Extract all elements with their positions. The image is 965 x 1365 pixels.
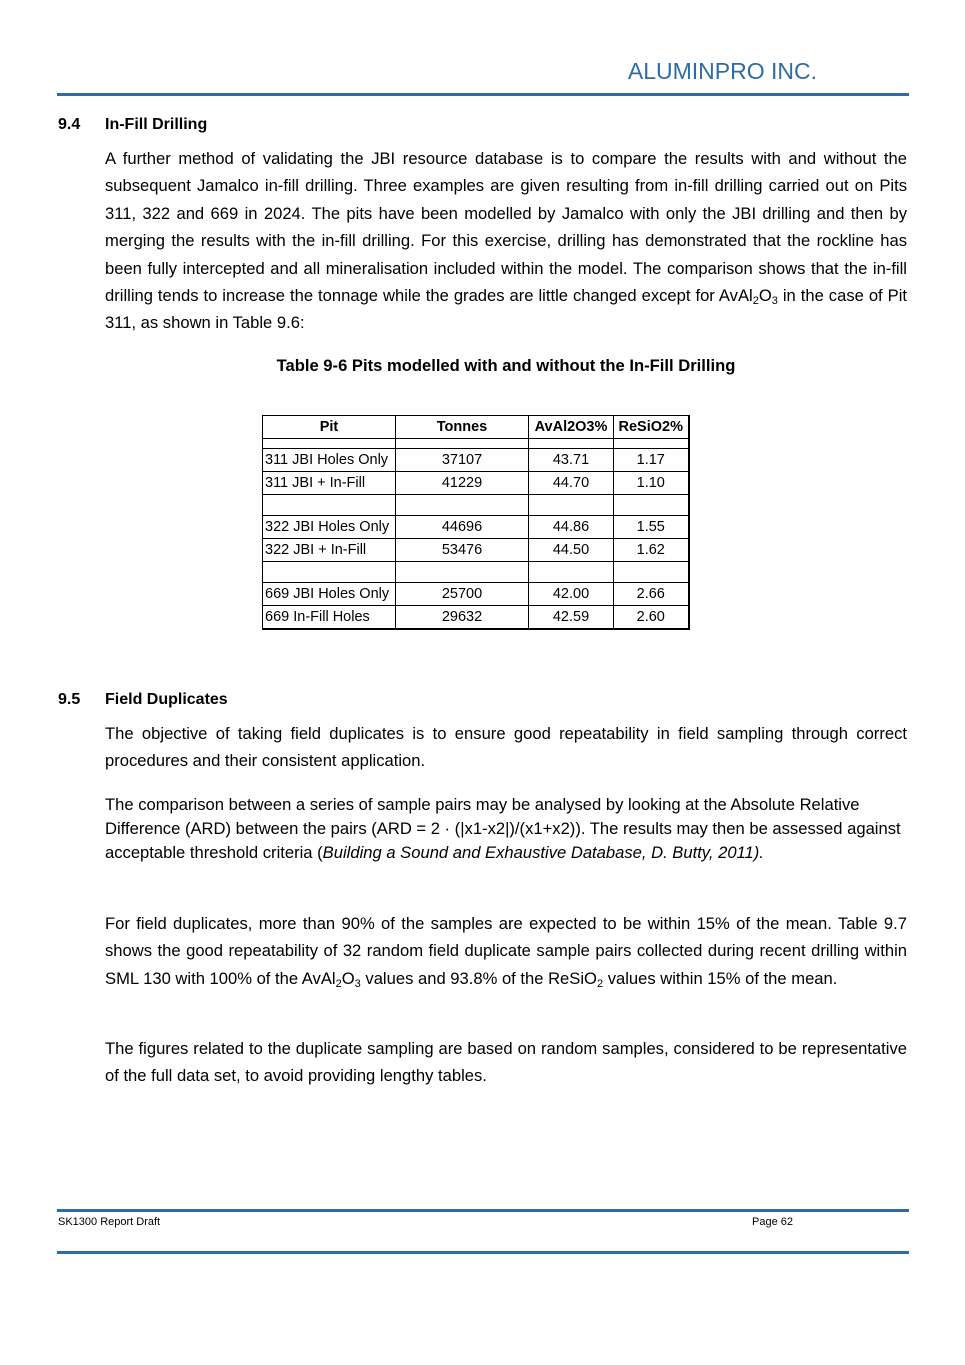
header-pit: Pit — [263, 416, 396, 439]
section-9-4-number: 9.4 — [58, 116, 81, 133]
table-caption: Table 9-6 Pits modelled with and without the In-Fill Drilling — [276, 356, 736, 375]
cell-resio2: 1.17 — [614, 449, 689, 472]
table-blank-row — [263, 495, 689, 516]
cell-resio2: 1.55 — [614, 516, 689, 539]
table-row — [263, 449, 689, 472]
header-tonnes: Tonnes — [396, 416, 529, 439]
section-9-4-title: In-Fill Drilling — [105, 116, 208, 133]
cell-avai2o3: 44.50 — [529, 539, 614, 562]
section-9-5-para3: For field duplicates, more than 90% of the samples are expected to be within 15% of the mean. Table 9.7 shows the good repeatability of 32 random field duplicate sample pairs collected during recent drilling within SML 130 with 100% of the $AvAl_2O_3$ values and 93.8% of the ReSiO$_2$ values within 15% of the mean. — [105, 914, 907, 990]
cell-tonnes: 25700 — [396, 583, 529, 606]
footer-rule-bottom — [57, 1251, 909, 1254]
company-name: ALUMINPRO INC. — [627, 58, 817, 84]
cell-tonnes: 41229 — [396, 472, 529, 495]
cell-resio2: 1.10 — [614, 472, 689, 495]
cell-pit: 322 JBI + In-Fill — [263, 539, 396, 562]
citation: Building a Sound and Exhaustive Database, D. Butty, 2011). — [322, 843, 764, 862]
section-9-5-para2: The comparison between a series of sample pairs may be analysed by looking at the Absolute Relative Difference (ARD) between the pairs (ARD = 2 · (|x1-x2|)/(x1+x2)). The results may then be assessed against acceptable threshold criteria (Building a Sound and Exhaustive Database, D. Butty, 2011). — [105, 795, 901, 862]
footer-page-number: Page 62 — [752, 1216, 793, 1228]
header-rule — [57, 93, 909, 96]
cell-avai2o3: 44.86 — [529, 516, 614, 539]
table-row — [263, 539, 689, 562]
table-spacer-row — [263, 439, 689, 449]
header-resio2: ReSiO2% — [614, 416, 689, 439]
section-9-5-para1: The objective of taking field duplicates is to ensure good repeatability in field sampling through correct procedures and their consistent application. — [105, 724, 907, 771]
footer-rule-top — [57, 1209, 909, 1212]
section-9-5-title: Field Duplicates — [105, 691, 228, 708]
cell-avai2o3: 43.71 — [529, 449, 614, 472]
cell-resio2: 2.60 — [614, 606, 689, 630]
table-row — [263, 606, 689, 630]
cell-tonnes: 29632 — [396, 606, 529, 630]
cell-pit: 322 JBI Holes Only — [263, 516, 396, 539]
table-header-row — [263, 416, 689, 439]
table-row — [263, 472, 689, 495]
cell-tonnes: 37107 — [396, 449, 529, 472]
cell-pit: 669 In-Fill Holes — [263, 606, 396, 630]
section-9-5-number: 9.5 — [58, 691, 81, 708]
cell-avai2o3: 42.00 — [529, 583, 614, 606]
cell-pit: 311 JBI + In-Fill — [263, 472, 396, 495]
table-row — [263, 516, 689, 539]
cell-tonnes: 53476 — [396, 539, 529, 562]
cell-pit: 311 JBI Holes Only — [263, 449, 396, 472]
table-blank-row — [263, 562, 689, 583]
section-9-5-para4: The figures related to the duplicate sampling are based on random samples, considered to be representative of the full data set, to avoid providing lengthy tables. — [105, 1039, 907, 1086]
pits-table — [262, 415, 690, 630]
cell-resio2: 1.62 — [614, 539, 689, 562]
table-row — [263, 583, 689, 606]
cell-avai2o3: 44.70 — [529, 472, 614, 495]
footer-report-name: SK1300 Report Draft — [58, 1216, 161, 1228]
cell-resio2: 2.66 — [614, 583, 689, 606]
cell-tonnes: 44696 — [396, 516, 529, 539]
section-9-4-paragraph: A further method of validating the JBI resource database is to compare the results with and without the subsequent Jamalco in-fill drilling. Three examples are given resulting from in-fill drilling carried out on Pits 311, 322 and 669 in 2024. The pits have been modelled by Jamalco with only the JBI drilling and then by merging the results with the in-fill drilling. For this exercise, drilling has demonstrated that the rockline has been fully intercepted and all mineralisation included within the model. The comparison shows that the in-fill drilling tends to increase the tonnage while the grades are little changed except for $AvAl_2O_3$ in the case of Pit 311, as shown in Table 9.6: — [105, 149, 907, 333]
cell-pit: 669 JBI Holes Only — [263, 583, 396, 606]
cell-avai2o3: 42.59 — [529, 606, 614, 630]
header-avai2o3: AvAl2O3% — [529, 416, 614, 439]
